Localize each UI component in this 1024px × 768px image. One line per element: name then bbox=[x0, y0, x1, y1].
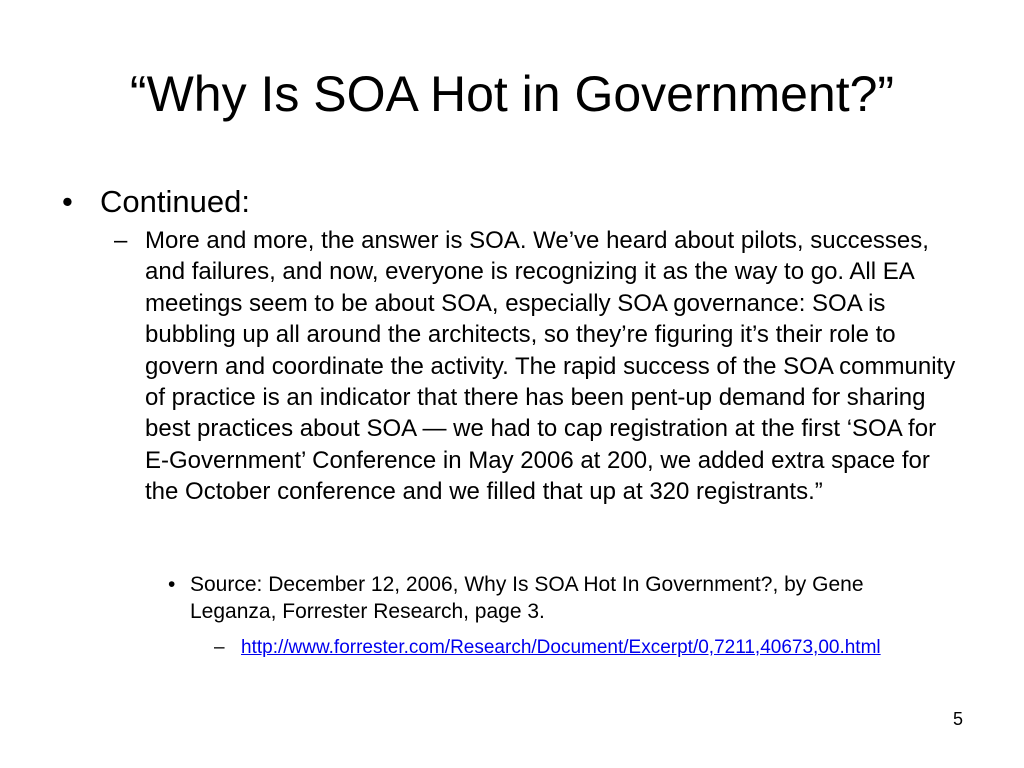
source-citation: Source: December 12, 2006, Why Is SOA Hot In Government?, by Gene Leganza, Forrester Research, page 3. bbox=[190, 573, 864, 623]
quote-paragraph: More and more, the answer is SOA. We’ve heard about pilots, successes, and failures, and now, everyone is recognizing it as the way to go. All EA meetings seem to be about SOA, especially SOA governance: SOA is bubbling up all around the architects, so they’re figuring it’s their role to govern and coordinate the activity. The rapid success of the SOA community of practice is an indicator that there has been pent-up demand for sharing best practices about SOA — we had to cap registration at the first ‘SOA for E-Government’ Conference in May 2006 at 200, we added extra space for the October conference and we filled that up at 320 registrants.” bbox=[145, 227, 956, 506]
bullet-marker: • bbox=[62, 184, 73, 219]
slide-title: “Why Is SOA Hot in Government?” bbox=[129, 66, 895, 122]
dash-marker: – bbox=[214, 637, 225, 658]
dash-marker: – bbox=[114, 227, 128, 254]
bullet-level1-text: Continued: bbox=[100, 184, 250, 219]
source-link[interactable]: http://www.forrester.com/Research/Document/Excerpt/0,7211,40673,00.html bbox=[241, 637, 881, 658]
page-number: 5 bbox=[952, 709, 963, 729]
bullet-marker: • bbox=[168, 573, 176, 596]
